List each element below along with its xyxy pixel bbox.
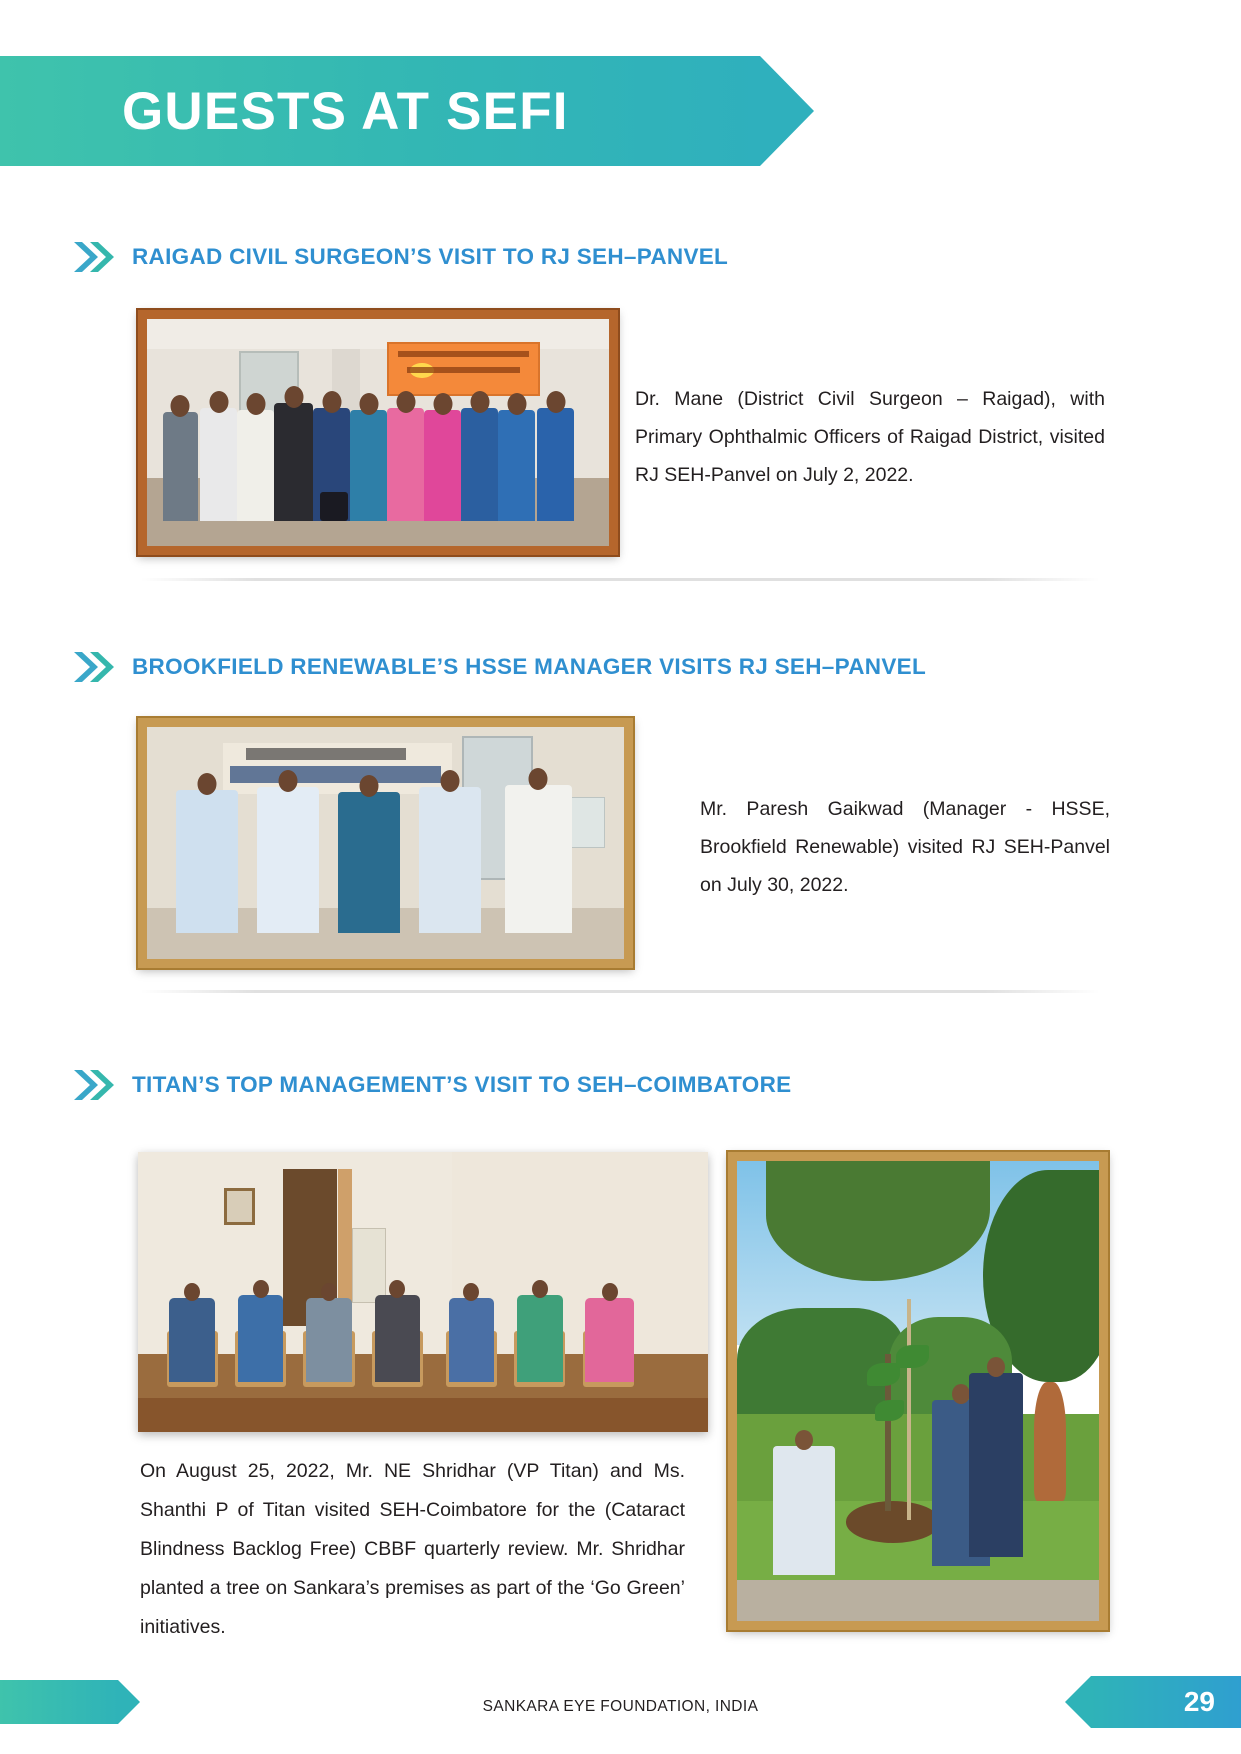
photo-raigad-group [138, 310, 618, 555]
section-divider-1 [140, 578, 1100, 581]
section-heading-raigad [0, 240, 1241, 274]
caption-titan: On August 25, 2022, Mr. NE Shridhar (VP Titan) and Ms. Shanthi P of Titan visited SEH-Coimbatore for the (Cataract Blindness Backlog Free) CBBF quarterly review. Mr. Shridhar planted a tree on Sankara’s premises as part of the ‘Go Green’ initiatives. [140, 1460, 685, 1638]
section-brookfield [0, 650, 1241, 684]
footer-page-tab [1091, 1676, 1241, 1728]
caption-brookfield: Mr. Paresh Gaikwad (Manager - HSSE, Brookfield Renewable) visited RJ SEH-Panvel on July 30, 2022. [700, 798, 1110, 897]
photo-titan-meeting [138, 1152, 708, 1432]
double-chevron-right-icon [72, 240, 114, 274]
photo-raigad-group-image [147, 319, 609, 546]
section-raigad [0, 240, 1241, 274]
page-header-banner [0, 56, 760, 166]
section-title: RAIGAD CIVIL SURGEON’S VISIT TO RJ SEH–PANVEL [132, 244, 729, 269]
page-title: GUESTS AT SEFI [122, 81, 569, 141]
photo-brookfield-group-image [147, 727, 624, 959]
photo-titan-tree-planting [728, 1152, 1108, 1630]
section-titan [0, 1068, 1241, 1102]
double-chevron-right-icon [72, 650, 114, 684]
section-divider-2 [140, 990, 1100, 993]
section-heading-brookfield [0, 650, 1241, 684]
section-heading-titan [0, 1068, 1241, 1102]
page-number: 29 [1183, 1686, 1215, 1717]
double-chevron-right-icon [72, 1068, 114, 1102]
caption-raigad: Dr. Mane (District Civil Surgeon – Raigad), with Primary Ophthalmic Officers of Raigad District, visited RJ SEH-Panvel on July 2, 2022. [635, 388, 1105, 487]
photo-titan-tree-planting-image [737, 1161, 1099, 1621]
section-title: BROOKFIELD RENEWABLE’S HSSE MANAGER VISITS RJ SEH–PANVEL [132, 654, 926, 679]
photo-titan-meeting-image [138, 1152, 708, 1432]
photo-brookfield-group [138, 718, 633, 968]
footer-organization: SANKARA EYE FOUNDATION, INDIA [482, 1698, 759, 1715]
section-title: TITAN’S TOP MANAGEMENT’S VISIT TO SEH–COIMBATORE [132, 1072, 792, 1097]
